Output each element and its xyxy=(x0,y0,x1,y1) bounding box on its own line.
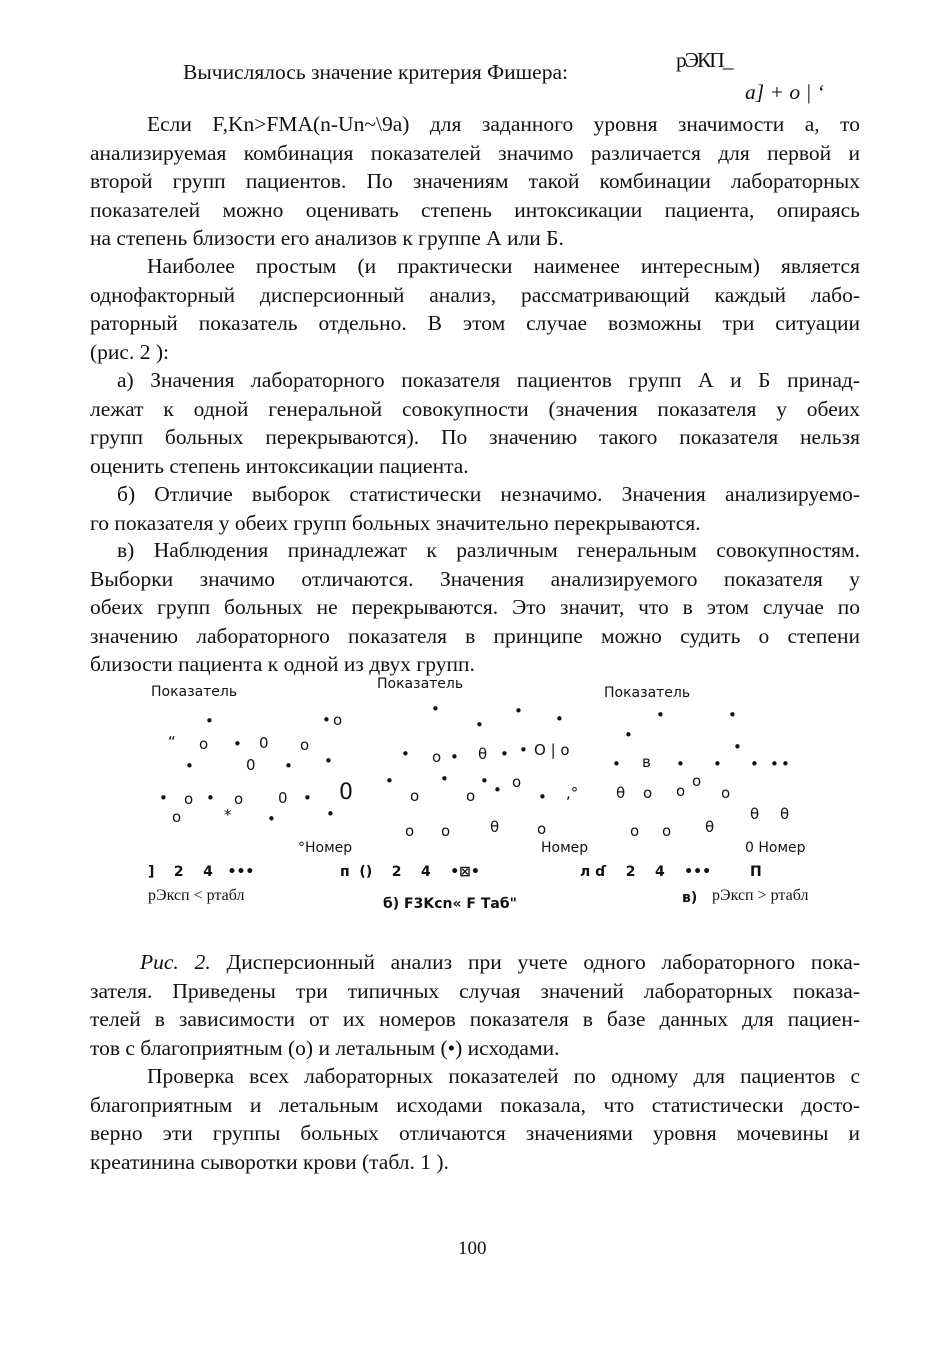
scatter-marker: 0 xyxy=(339,780,353,805)
scatter-marker: • xyxy=(770,755,779,773)
paragraph-line: (рис. 2 ): xyxy=(90,339,169,364)
scatter-marker: • xyxy=(440,770,449,788)
paragraph-line: го показателя у обеих групп больных значительно перекрываются. xyxy=(90,510,701,535)
scatter-marker: • xyxy=(284,757,293,775)
item-b xyxy=(90,480,860,537)
panel-c-y-label: Показатель xyxy=(604,685,691,701)
panel-a-y-label: Показатель xyxy=(151,684,238,700)
scatter-marker: в xyxy=(642,753,651,771)
paragraph-line: креатинина сыворотки крови (табл. 1 ). xyxy=(90,1149,449,1174)
scatter-marker: • xyxy=(450,748,459,766)
scatter-marker: • xyxy=(267,810,276,828)
scatter-marker: o xyxy=(466,787,476,805)
scatter-marker: • xyxy=(519,741,528,759)
scatter-marker: O | o xyxy=(534,741,570,759)
scatter-marker: • xyxy=(326,805,335,823)
scatter-marker: • xyxy=(205,712,214,730)
scatter-marker: • xyxy=(159,789,168,807)
scatter-marker: • xyxy=(206,789,215,807)
panel-c-caption-prefix: в) xyxy=(682,890,698,906)
paragraph-line: показателей можно оценивать степень интоксикации пациента, опираясь xyxy=(90,197,860,222)
paragraph-line: б) Отличие выборок статистически незначимо. Значения анализируемо- xyxy=(117,482,860,506)
scatter-marker: θ xyxy=(780,805,790,823)
scatter-marker: θ xyxy=(750,805,760,823)
paragraph-line: на степень близости его анализов к группе А или Б. xyxy=(90,226,564,250)
scatter-marker: • xyxy=(612,755,621,773)
fisher-formula-bottom: a] + o | ‘ xyxy=(745,80,824,104)
scatter-marker: 0 xyxy=(259,734,269,752)
scatter-marker: o xyxy=(172,808,182,826)
scatter-marker: • xyxy=(324,752,333,770)
panel-b-caption: б) F3Kcn« F Таб" xyxy=(383,896,517,912)
scatter-marker: o xyxy=(441,822,451,840)
scatter-marker: • xyxy=(728,706,737,724)
scatter-marker: • xyxy=(656,706,665,724)
scatter-marker: o xyxy=(662,822,672,840)
scatter-marker: o xyxy=(234,790,244,808)
scatter-marker: o xyxy=(432,748,442,766)
paragraph-line: однофакторный дисперсионный анализ, рассматривающий каждый лабо- xyxy=(90,282,860,307)
panel-a-x-label: °Номер xyxy=(298,840,353,856)
scatter-marker: • xyxy=(538,788,547,806)
scatter-marker: • xyxy=(733,738,742,756)
scatter-marker: ,° xyxy=(566,784,579,802)
scatter-marker: o xyxy=(721,784,731,802)
paragraph-line: в) Наблюдения принадлежат к различным генеральным совокупностям. xyxy=(117,538,860,562)
scatter-marker: • xyxy=(185,757,194,775)
figure-caption xyxy=(90,948,860,1062)
paragraph-line: анализируемая комбинация показателей значимо различается для первой и xyxy=(90,140,860,165)
paragraph-line: благоприятным и летальным исходами показала, что статистически досто- xyxy=(90,1092,860,1117)
paragraph-3 xyxy=(90,1062,860,1176)
paragraph-line: лежат к одной генеральной совокупности (значения показателя у обеих xyxy=(90,396,860,421)
page-number: 100 xyxy=(458,1238,487,1259)
scatter-marker: • xyxy=(480,772,489,790)
paragraph-line: близости пациента к одной из двух групп. xyxy=(90,652,475,676)
scatter-marker: o xyxy=(184,790,194,808)
scatter-marker: 0 xyxy=(278,789,288,807)
paragraph-line: оценить степень интоксикации пациента. xyxy=(90,453,469,478)
scatter-marker: o xyxy=(300,736,310,754)
scatter-marker: • xyxy=(555,710,564,728)
caption-line: зателя. Приведены три типичных случая значений лабораторных показа- xyxy=(90,978,860,1003)
scatter-marker: o xyxy=(692,772,702,790)
scatter-marker: θ xyxy=(478,745,488,763)
panel-b-x-label: Номер xyxy=(541,840,589,856)
paragraph-line: а) Значения лабораторного показателя пациентов групп А и Б принад- xyxy=(117,368,860,392)
scatter-marker: • xyxy=(303,789,312,807)
caption-label: Рис. 2. xyxy=(140,950,211,974)
caption-line: Дисперсионный анализ при учете одного лабораторного пока- xyxy=(226,950,860,974)
scatter-marker: * xyxy=(224,806,232,824)
paragraph-line: раторный показатель отдельно. В этом случае возможны три ситуации xyxy=(90,311,860,335)
paragraph-2 xyxy=(90,252,860,366)
scatter-marker: o xyxy=(410,787,420,805)
fisher-label: Вычислялось значение критерия Фишера: xyxy=(183,60,568,84)
scatter-marker: • xyxy=(401,745,410,763)
panel-c-caption: рЭксп > ртабл xyxy=(712,887,809,904)
panel-b-y-label: Показатель xyxy=(377,676,464,692)
scatter-marker: • xyxy=(493,781,502,799)
panel-b-ticks: п () 2 4 •⊠• xyxy=(340,864,480,880)
scatter-marker: o xyxy=(512,773,522,791)
scatter-marker: o xyxy=(199,735,209,753)
scatter-marker: • xyxy=(624,726,633,744)
scatter-marker: o xyxy=(676,782,686,800)
scatter-marker: o xyxy=(333,711,343,729)
panel-c-ticks: л ɗ 2 4 ••• П xyxy=(580,864,762,880)
fisher-formula-top: рЭКП_ xyxy=(676,48,732,72)
paragraph-line: второй групп пациентов. По значениям такой комбинации лабораторных xyxy=(90,169,860,193)
scatter-marker: o xyxy=(643,784,653,802)
scatter-marker: • xyxy=(385,772,394,790)
scatter-marker: o xyxy=(405,822,415,840)
paragraph-1 xyxy=(90,110,860,253)
paragraph-line: Проверка всех лабораторных показателей по одному для пациентов с xyxy=(147,1064,860,1088)
paragraph-line: обеих групп больных не перекрываются. Это значит, что в этом случае по xyxy=(90,595,860,619)
paragraph-line: Выборки значимо отличаются. Значения анализируемого показателя у xyxy=(90,566,860,591)
panel-a-caption: рЭксп < ртабл xyxy=(148,887,245,904)
paragraph-line: групп больных перекрываются). По значению такого показателя нельзя xyxy=(90,425,860,449)
paragraph-line: значению лабораторного показателя в принципе можно судить о степени xyxy=(90,623,860,648)
scatter-marker: • xyxy=(514,702,523,720)
scatter-marker: o xyxy=(537,820,547,838)
item-a xyxy=(90,366,860,480)
paragraph-line: верно эти группы больных отличаются значениями уровня мочевины и xyxy=(90,1121,860,1145)
scatter-marker: 0 xyxy=(246,756,256,774)
scatter-marker: θ xyxy=(490,818,500,836)
scatter-marker: θ xyxy=(616,784,626,802)
scatter-marker: • xyxy=(750,755,759,773)
scatter-marker: • xyxy=(500,745,509,763)
caption-line: тов с благоприятным (о) и летальным (•) исходами. xyxy=(90,1035,560,1060)
scatter-marker: • xyxy=(713,755,722,773)
scatter-marker: • xyxy=(322,711,331,729)
panel-a-ticks: ] 2 4 ••• xyxy=(148,864,255,880)
paragraph-line: Наиболее простым (и практически наименее интересным) является xyxy=(147,254,860,278)
scatter-marker: • xyxy=(781,755,790,773)
caption-line: телей в зависимости от их номеров показателя в базе данных для пациен- xyxy=(90,1007,860,1031)
paragraph-line: Если F,Kn>FMA(n-Un~\9a) для заданного уровня значимости а, то xyxy=(147,112,860,136)
item-c xyxy=(90,536,860,679)
panel-c-x-label: 0 Номер xyxy=(745,840,806,856)
caption-first-line xyxy=(90,948,860,977)
scatter-marker: • xyxy=(431,700,440,718)
scatter-marker: • xyxy=(676,755,685,773)
scatter-marker: “ xyxy=(168,733,176,751)
scatter-marker: θ xyxy=(705,818,715,836)
scatter-marker: • xyxy=(475,716,484,734)
scatter-marker: o xyxy=(630,822,640,840)
scatter-marker: • xyxy=(233,735,242,753)
